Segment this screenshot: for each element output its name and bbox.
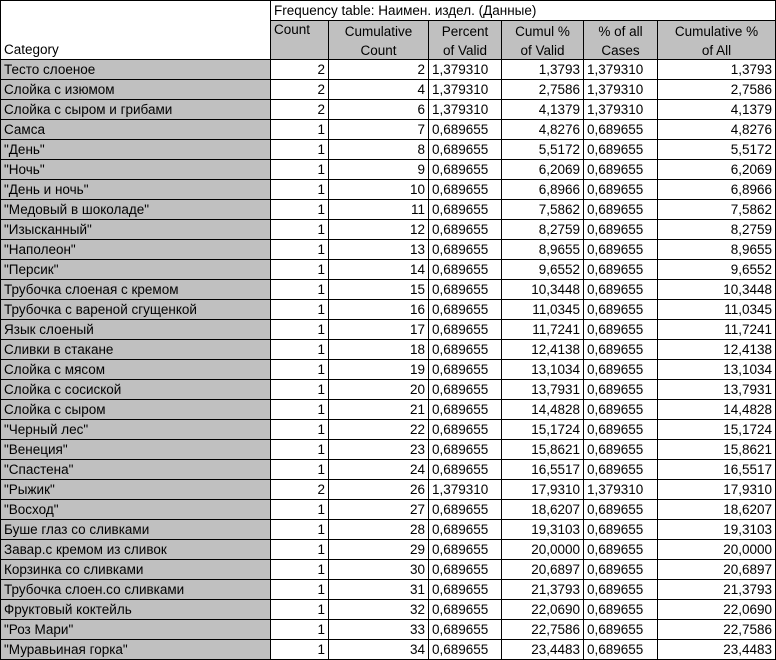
table-row[interactable] (1, 200, 776, 220)
cumul-percent-valid-cell[interactable]: 20,0000 (502, 540, 584, 560)
count-cell[interactable]: 1 (271, 620, 329, 640)
cumulative-percent-all-cell[interactable]: 8,2759 (658, 220, 776, 240)
cumul-percent-valid-cell[interactable]: 4,1379 (502, 100, 584, 120)
cumulative-count-cell[interactable]: 17 (329, 320, 429, 340)
cumulative-count-cell[interactable]: 15 (329, 280, 429, 300)
cumulative-percent-all-cell[interactable]: 8,9655 (658, 240, 776, 260)
table-row[interactable] (1, 380, 776, 400)
cumulative-count-cell[interactable]: 18 (329, 340, 429, 360)
percent-valid-cell[interactable]: 1,379310 (429, 60, 502, 80)
count-cell[interactable]: 1 (271, 560, 329, 580)
cumulative-percent-all-cell[interactable]: 2,7586 (658, 80, 776, 100)
table-row[interactable] (1, 160, 776, 180)
cumulative-count-cell[interactable]: 23 (329, 440, 429, 460)
cumul-percent-valid-cell[interactable]: 9,6552 (502, 260, 584, 280)
category-cell[interactable]: Слойка с изюмом (1, 80, 271, 100)
table-row[interactable] (1, 120, 776, 140)
count-cell[interactable]: 1 (271, 300, 329, 320)
cumul-percent-valid-cell[interactable]: 5,5172 (502, 140, 584, 160)
category-cell[interactable]: Трубочка слоен.со сливками (1, 580, 271, 600)
percent-valid-cell[interactable]: 0,689655 (429, 300, 502, 320)
category-cell[interactable]: "Рыжик" (1, 480, 271, 500)
cumulative-percent-all-cell[interactable]: 22,0690 (658, 600, 776, 620)
percent-all-cases-cell[interactable]: 0,689655 (584, 200, 658, 220)
count-cell[interactable]: 1 (271, 360, 329, 380)
cumul-percent-valid-cell[interactable]: 4,8276 (502, 120, 584, 140)
table-row[interactable] (1, 240, 776, 260)
category-cell[interactable]: "День и ночь" (1, 180, 271, 200)
cumulative-percent-all-cell[interactable]: 20,6897 (658, 560, 776, 580)
cumulative-count-cell[interactable]: 20 (329, 380, 429, 400)
table-row[interactable] (1, 260, 776, 280)
percent-all-cases-cell[interactable]: 0,689655 (584, 300, 658, 320)
table-row[interactable] (1, 300, 776, 320)
cumulative-count-cell[interactable]: 24 (329, 460, 429, 480)
cumulative-percent-all-cell[interactable]: 15,1724 (658, 420, 776, 440)
cumulative-percent-all-cell[interactable]: 11,7241 (658, 320, 776, 340)
cumul-percent-valid-cell[interactable]: 6,8966 (502, 180, 584, 200)
percent-valid-cell[interactable]: 0,689655 (429, 520, 502, 540)
percent-valid-cell[interactable]: 0,689655 (429, 620, 502, 640)
cumulative-percent-all-cell[interactable]: 4,8276 (658, 120, 776, 140)
percent-valid-cell[interactable]: 0,689655 (429, 320, 502, 340)
table-title: Frequency table: Наимен. издел. (Данные) (271, 1, 776, 21)
table-row[interactable] (1, 420, 776, 440)
cumulative-percent-all-cell[interactable]: 6,8966 (658, 180, 776, 200)
table-row[interactable] (1, 520, 776, 540)
table-row[interactable] (1, 340, 776, 360)
percent-all-cases-cell[interactable]: 1,379310 (584, 100, 658, 120)
cumulative-percent-all-cell[interactable]: 13,1034 (658, 360, 776, 380)
cumulative-percent-all-cell[interactable]: 10,3448 (658, 280, 776, 300)
cumul-percent-valid-cell[interactable]: 1,3793 (502, 60, 584, 80)
category-cell[interactable]: "Восход" (1, 500, 271, 520)
cumulative-percent-all-cell[interactable]: 13,7931 (658, 380, 776, 400)
cumulative-percent-all-cell[interactable]: 12,4138 (658, 340, 776, 360)
cumul-percent-valid-cell[interactable]: 15,8621 (502, 440, 584, 460)
count-cell[interactable]: 1 (271, 420, 329, 440)
cumul-percent-valid-cell[interactable]: 15,1724 (502, 420, 584, 440)
count-cell[interactable]: 1 (271, 160, 329, 180)
count-cell[interactable]: 1 (271, 540, 329, 560)
category-cell[interactable]: "Ночь" (1, 160, 271, 180)
count-cell[interactable]: 1 (271, 240, 329, 260)
count-cell[interactable]: 2 (271, 80, 329, 100)
cumulative-count-cell[interactable]: 33 (329, 620, 429, 640)
category-cell[interactable]: Самса (1, 120, 271, 140)
category-cell[interactable]: Слойка с мясом (1, 360, 271, 380)
table-row[interactable] (1, 80, 776, 100)
category-cell[interactable]: "Черный лес" (1, 420, 271, 440)
percent-all-cases-cell[interactable]: 0,689655 (584, 320, 658, 340)
percent-all-cases-cell[interactable]: 0,689655 (584, 440, 658, 460)
percent-all-cases-cell[interactable]: 0,689655 (584, 520, 658, 540)
cumulative-count-cell[interactable]: 2 (329, 60, 429, 80)
cumul-percent-valid-cell[interactable]: 20,6897 (502, 560, 584, 580)
table-row[interactable] (1, 60, 776, 80)
category-cell[interactable]: Тесто слоеное (1, 60, 271, 80)
category-cell[interactable]: "Медовый в шоколаде" (1, 200, 271, 220)
table-body (1, 60, 776, 660)
cumulative-count-cell[interactable]: 31 (329, 580, 429, 600)
percent-valid-cell[interactable]: 0,689655 (429, 400, 502, 420)
cumul-percent-valid-cell[interactable]: 18,6207 (502, 500, 584, 520)
cumulative-count-cell[interactable]: 6 (329, 100, 429, 120)
percent-valid-cell[interactable]: 0,689655 (429, 500, 502, 520)
percent-all-cases-cell[interactable]: 0,689655 (584, 120, 658, 140)
percent-valid-cell[interactable]: 0,689655 (429, 360, 502, 380)
table-row[interactable] (1, 280, 776, 300)
percent-valid-cell[interactable]: 0,689655 (429, 160, 502, 180)
cumulative-count-cell[interactable]: 22 (329, 420, 429, 440)
cumul-percent-valid-header-line2: of Valid (502, 40, 584, 60)
cumulative-count-cell[interactable]: 9 (329, 160, 429, 180)
category-cell[interactable]: "Роз Мари" (1, 620, 271, 640)
count-cell[interactable]: 1 (271, 260, 329, 280)
cumulative-percent-all-cell[interactable]: 21,3793 (658, 580, 776, 600)
cumulative-percent-all-cell[interactable]: 6,2069 (658, 160, 776, 180)
category-cell[interactable]: Фруктовый коктейль (1, 600, 271, 620)
cumulative-count-cell[interactable]: 34 (329, 640, 429, 660)
count-cell[interactable]: 1 (271, 640, 329, 660)
count-cell[interactable]: 1 (271, 120, 329, 140)
count-cell[interactable]: 1 (271, 460, 329, 480)
percent-valid-header[interactable]: Percent (429, 21, 502, 41)
category-cell[interactable]: Сливки в стакане (1, 340, 271, 360)
cumulative-percent-all-cell[interactable]: 20,0000 (658, 540, 776, 560)
percent-valid-cell[interactable]: 1,379310 (429, 100, 502, 120)
cumulative-count-cell[interactable]: 32 (329, 600, 429, 620)
category-cell[interactable]: Язык слоеный (1, 320, 271, 340)
cumul-percent-valid-cell[interactable]: 23,4483 (502, 640, 584, 660)
percent-all-cases-cell[interactable]: 0,689655 (584, 340, 658, 360)
count-cell[interactable]: 1 (271, 140, 329, 160)
count-cell[interactable]: 1 (271, 580, 329, 600)
category-cell[interactable]: "Венеция" (1, 440, 271, 460)
percent-all-cases-cell[interactable]: 0,689655 (584, 600, 658, 620)
count-cell[interactable]: 1 (271, 340, 329, 360)
count-cell[interactable]: 1 (271, 500, 329, 520)
count-cell[interactable]: 1 (271, 400, 329, 420)
table-row[interactable] (1, 600, 776, 620)
table-row[interactable] (1, 220, 776, 240)
cumul-percent-valid-cell[interactable]: 16,5517 (502, 460, 584, 480)
cumulative-percent-all-cell[interactable]: 19,3103 (658, 520, 776, 540)
percent-all-cases-cell[interactable]: 1,379310 (584, 80, 658, 100)
percent-valid-cell[interactable]: 0,689655 (429, 220, 502, 240)
count-cell[interactable]: 1 (271, 600, 329, 620)
category-header[interactable]: Category (1, 1, 271, 60)
cumul-percent-valid-cell[interactable]: 13,7931 (502, 380, 584, 400)
cumulative-count-cell[interactable]: 14 (329, 260, 429, 280)
cumulative-count-cell[interactable]: 8 (329, 140, 429, 160)
cumulative-count-cell[interactable]: 29 (329, 540, 429, 560)
cumulative-percent-all-header[interactable]: Cumulative % (658, 21, 776, 41)
table-row[interactable] (1, 620, 776, 640)
cumulative-percent-all-cell[interactable]: 16,5517 (658, 460, 776, 480)
cumul-percent-valid-cell[interactable]: 8,2759 (502, 220, 584, 240)
cumulative-count-cell[interactable]: 27 (329, 500, 429, 520)
percent-valid-cell[interactable]: 0,689655 (429, 240, 502, 260)
percent-all-cases-cell[interactable]: 1,379310 (584, 60, 658, 80)
percent-all-cases-cell[interactable]: 0,689655 (584, 620, 658, 640)
cumulative-percent-all-cell[interactable]: 23,4483 (658, 640, 776, 660)
percent-all-cases-header[interactable]: % of all (584, 21, 658, 41)
count-cell[interactable]: 2 (271, 100, 329, 120)
cumulative-percent-all-cell[interactable]: 4,1379 (658, 100, 776, 120)
table-row[interactable] (1, 460, 776, 480)
percent-valid-cell[interactable]: 0,689655 (429, 540, 502, 560)
percent-all-cases-cell[interactable]: 0,689655 (584, 560, 658, 580)
percent-all-cases-cell[interactable]: 0,689655 (584, 260, 658, 280)
category-cell[interactable]: Слойка с сыром и грибами (1, 100, 271, 120)
percent-all-cases-cell[interactable]: 0,689655 (584, 580, 658, 600)
percent-all-cases-cell[interactable]: 0,689655 (584, 540, 658, 560)
category-cell[interactable]: Корзинка со сливками (1, 560, 271, 580)
percent-all-cases-cell[interactable]: 0,689655 (584, 360, 658, 380)
category-cell[interactable]: "Муравьиная горка" (1, 640, 271, 660)
cumulative-percent-all-cell[interactable]: 1,3793 (658, 60, 776, 80)
percent-valid-cell[interactable]: 1,379310 (429, 480, 502, 500)
percent-valid-cell[interactable]: 0,689655 (429, 440, 502, 460)
count-cell[interactable]: 1 (271, 520, 329, 540)
table-row[interactable] (1, 480, 776, 500)
percent-all-cases-cell[interactable]: 0,689655 (584, 140, 658, 160)
category-cell[interactable]: Трубочка слоеная с кремом (1, 280, 271, 300)
cumul-percent-valid-cell[interactable]: 11,7241 (502, 320, 584, 340)
count-cell[interactable]: 1 (271, 180, 329, 200)
cumul-percent-valid-cell[interactable]: 19,3103 (502, 520, 584, 540)
cumulative-count-cell[interactable]: 12 (329, 220, 429, 240)
cumulative-percent-all-cell[interactable]: 22,7586 (658, 620, 776, 640)
cumul-percent-valid-cell[interactable]: 14,4828 (502, 400, 584, 420)
percent-all-cases-header-line2: Cases (584, 40, 658, 60)
percent-valid-cell[interactable]: 0,689655 (429, 260, 502, 280)
percent-valid-cell[interactable]: 0,689655 (429, 380, 502, 400)
cumulative-count-cell[interactable]: 7 (329, 120, 429, 140)
category-cell[interactable]: "Наполеон" (1, 240, 271, 260)
cumul-percent-valid-cell[interactable]: 8,9655 (502, 240, 584, 260)
category-cell[interactable]: "Спастена" (1, 460, 271, 480)
percent-all-cases-cell[interactable]: 0,689655 (584, 420, 658, 440)
percent-valid-cell[interactable]: 0,689655 (429, 460, 502, 480)
table-row[interactable] (1, 360, 776, 380)
percent-valid-cell[interactable]: 0,689655 (429, 140, 502, 160)
percent-all-cases-cell[interactable]: 0,689655 (584, 180, 658, 200)
table-row[interactable] (1, 400, 776, 420)
cumulative-count-cell[interactable]: 30 (329, 560, 429, 580)
count-cell[interactable]: 2 (271, 480, 329, 500)
cumulative-count-cell[interactable]: 4 (329, 80, 429, 100)
cumul-percent-valid-cell[interactable]: 11,0345 (502, 300, 584, 320)
category-cell[interactable]: Слойка с сыром (1, 400, 271, 420)
percent-valid-cell[interactable]: 0,689655 (429, 640, 502, 660)
percent-valid-cell[interactable]: 0,689655 (429, 420, 502, 440)
percent-all-cases-cell[interactable]: 0,689655 (584, 160, 658, 180)
cumul-percent-valid-cell[interactable]: 7,5862 (502, 200, 584, 220)
cumul-percent-valid-cell[interactable]: 22,0690 (502, 600, 584, 620)
table-row[interactable] (1, 100, 776, 120)
cumulative-percent-all-header-line2: of All (658, 40, 776, 60)
percent-all-cases-cell[interactable]: 0,689655 (584, 400, 658, 420)
cumul-percent-valid-cell[interactable]: 2,7586 (502, 80, 584, 100)
table-row[interactable] (1, 580, 776, 600)
cumul-percent-valid-cell[interactable]: 17,9310 (502, 480, 584, 500)
cumul-percent-valid-cell[interactable]: 22,7586 (502, 620, 584, 640)
percent-all-cases-cell[interactable]: 0,689655 (584, 500, 658, 520)
cumul-percent-valid-cell[interactable]: 12,4138 (502, 340, 584, 360)
percent-valid-cell[interactable]: 0,689655 (429, 600, 502, 620)
cumulative-count-cell[interactable]: 13 (329, 240, 429, 260)
cumul-percent-valid-cell[interactable]: 21,3793 (502, 580, 584, 600)
count-cell[interactable]: 1 (271, 320, 329, 340)
cumulative-percent-all-cell[interactable]: 5,5172 (658, 140, 776, 160)
percent-all-cases-cell[interactable]: 1,379310 (584, 480, 658, 500)
table-row[interactable] (1, 140, 776, 160)
percent-valid-cell[interactable]: 0,689655 (429, 280, 502, 300)
category-cell[interactable]: Буше глаз со сливками (1, 520, 271, 540)
cumul-percent-valid-cell[interactable]: 13,1034 (502, 360, 584, 380)
percent-all-cases-cell[interactable]: 0,689655 (584, 280, 658, 300)
percent-valid-cell[interactable]: 0,689655 (429, 120, 502, 140)
category-cell[interactable]: Завар.с кремом из сливок (1, 540, 271, 560)
cumulative-percent-all-cell[interactable]: 7,5862 (658, 200, 776, 220)
category-cell[interactable]: "Персик" (1, 260, 271, 280)
percent-valid-header-line2: of Valid (429, 40, 502, 60)
table-row[interactable] (1, 560, 776, 580)
table-row[interactable] (1, 640, 776, 660)
percent-all-cases-cell[interactable]: 0,689655 (584, 220, 658, 240)
cumul-percent-valid-cell[interactable]: 6,2069 (502, 160, 584, 180)
table-row[interactable] (1, 540, 776, 560)
cumulative-count-cell[interactable]: 21 (329, 400, 429, 420)
count-cell[interactable]: 1 (271, 280, 329, 300)
percent-all-cases-cell[interactable]: 0,689655 (584, 240, 658, 260)
count-cell[interactable]: 1 (271, 220, 329, 240)
cumul-percent-valid-header[interactable]: Cumul % (502, 21, 584, 41)
table-row[interactable] (1, 180, 776, 200)
percent-valid-cell[interactable]: 0,689655 (429, 580, 502, 600)
cumul-percent-valid-cell[interactable]: 10,3448 (502, 280, 584, 300)
cumulative-count-header[interactable]: Cumulative (329, 21, 429, 41)
percent-valid-cell[interactable]: 0,689655 (429, 560, 502, 580)
cumulative-percent-all-cell[interactable]: 15,8621 (658, 440, 776, 460)
percent-valid-cell[interactable]: 0,689655 (429, 180, 502, 200)
cumulative-percent-all-cell[interactable]: 17,9310 (658, 480, 776, 500)
percent-valid-cell[interactable]: 0,689655 (429, 200, 502, 220)
percent-all-cases-cell[interactable]: 0,689655 (584, 460, 658, 480)
cumulative-count-cell[interactable]: 26 (329, 480, 429, 500)
category-cell[interactable]: "День" (1, 140, 271, 160)
percent-all-cases-cell[interactable]: 0,689655 (584, 640, 658, 660)
cumulative-count-cell[interactable]: 16 (329, 300, 429, 320)
percent-valid-cell[interactable]: 0,689655 (429, 340, 502, 360)
category-cell[interactable]: Трубочка с вареной сгущенкой (1, 300, 271, 320)
count-cell[interactable]: 1 (271, 200, 329, 220)
percent-valid-cell[interactable]: 1,379310 (429, 80, 502, 100)
cumulative-count-header-line2: Count (329, 40, 429, 60)
table-row[interactable] (1, 320, 776, 340)
table-row[interactable] (1, 440, 776, 460)
category-cell[interactable]: "Изысканный" (1, 220, 271, 240)
count-cell[interactable]: 1 (271, 440, 329, 460)
cumulative-count-cell[interactable]: 28 (329, 520, 429, 540)
cumulative-percent-all-cell[interactable]: 18,6207 (658, 500, 776, 520)
cumulative-count-cell[interactable]: 10 (329, 180, 429, 200)
cumulative-count-cell[interactable]: 19 (329, 360, 429, 380)
count-header[interactable]: Count (271, 21, 329, 60)
table-row[interactable] (1, 500, 776, 520)
percent-all-cases-cell[interactable]: 0,689655 (584, 380, 658, 400)
cumulative-percent-all-cell[interactable]: 14,4828 (658, 400, 776, 420)
cumulative-percent-all-cell[interactable]: 9,6552 (658, 260, 776, 280)
cumulative-count-cell[interactable]: 11 (329, 200, 429, 220)
count-cell[interactable]: 2 (271, 60, 329, 80)
category-cell[interactable]: Слойка с сосиской (1, 380, 271, 400)
cumulative-percent-all-cell[interactable]: 11,0345 (658, 300, 776, 320)
count-cell[interactable]: 1 (271, 380, 329, 400)
